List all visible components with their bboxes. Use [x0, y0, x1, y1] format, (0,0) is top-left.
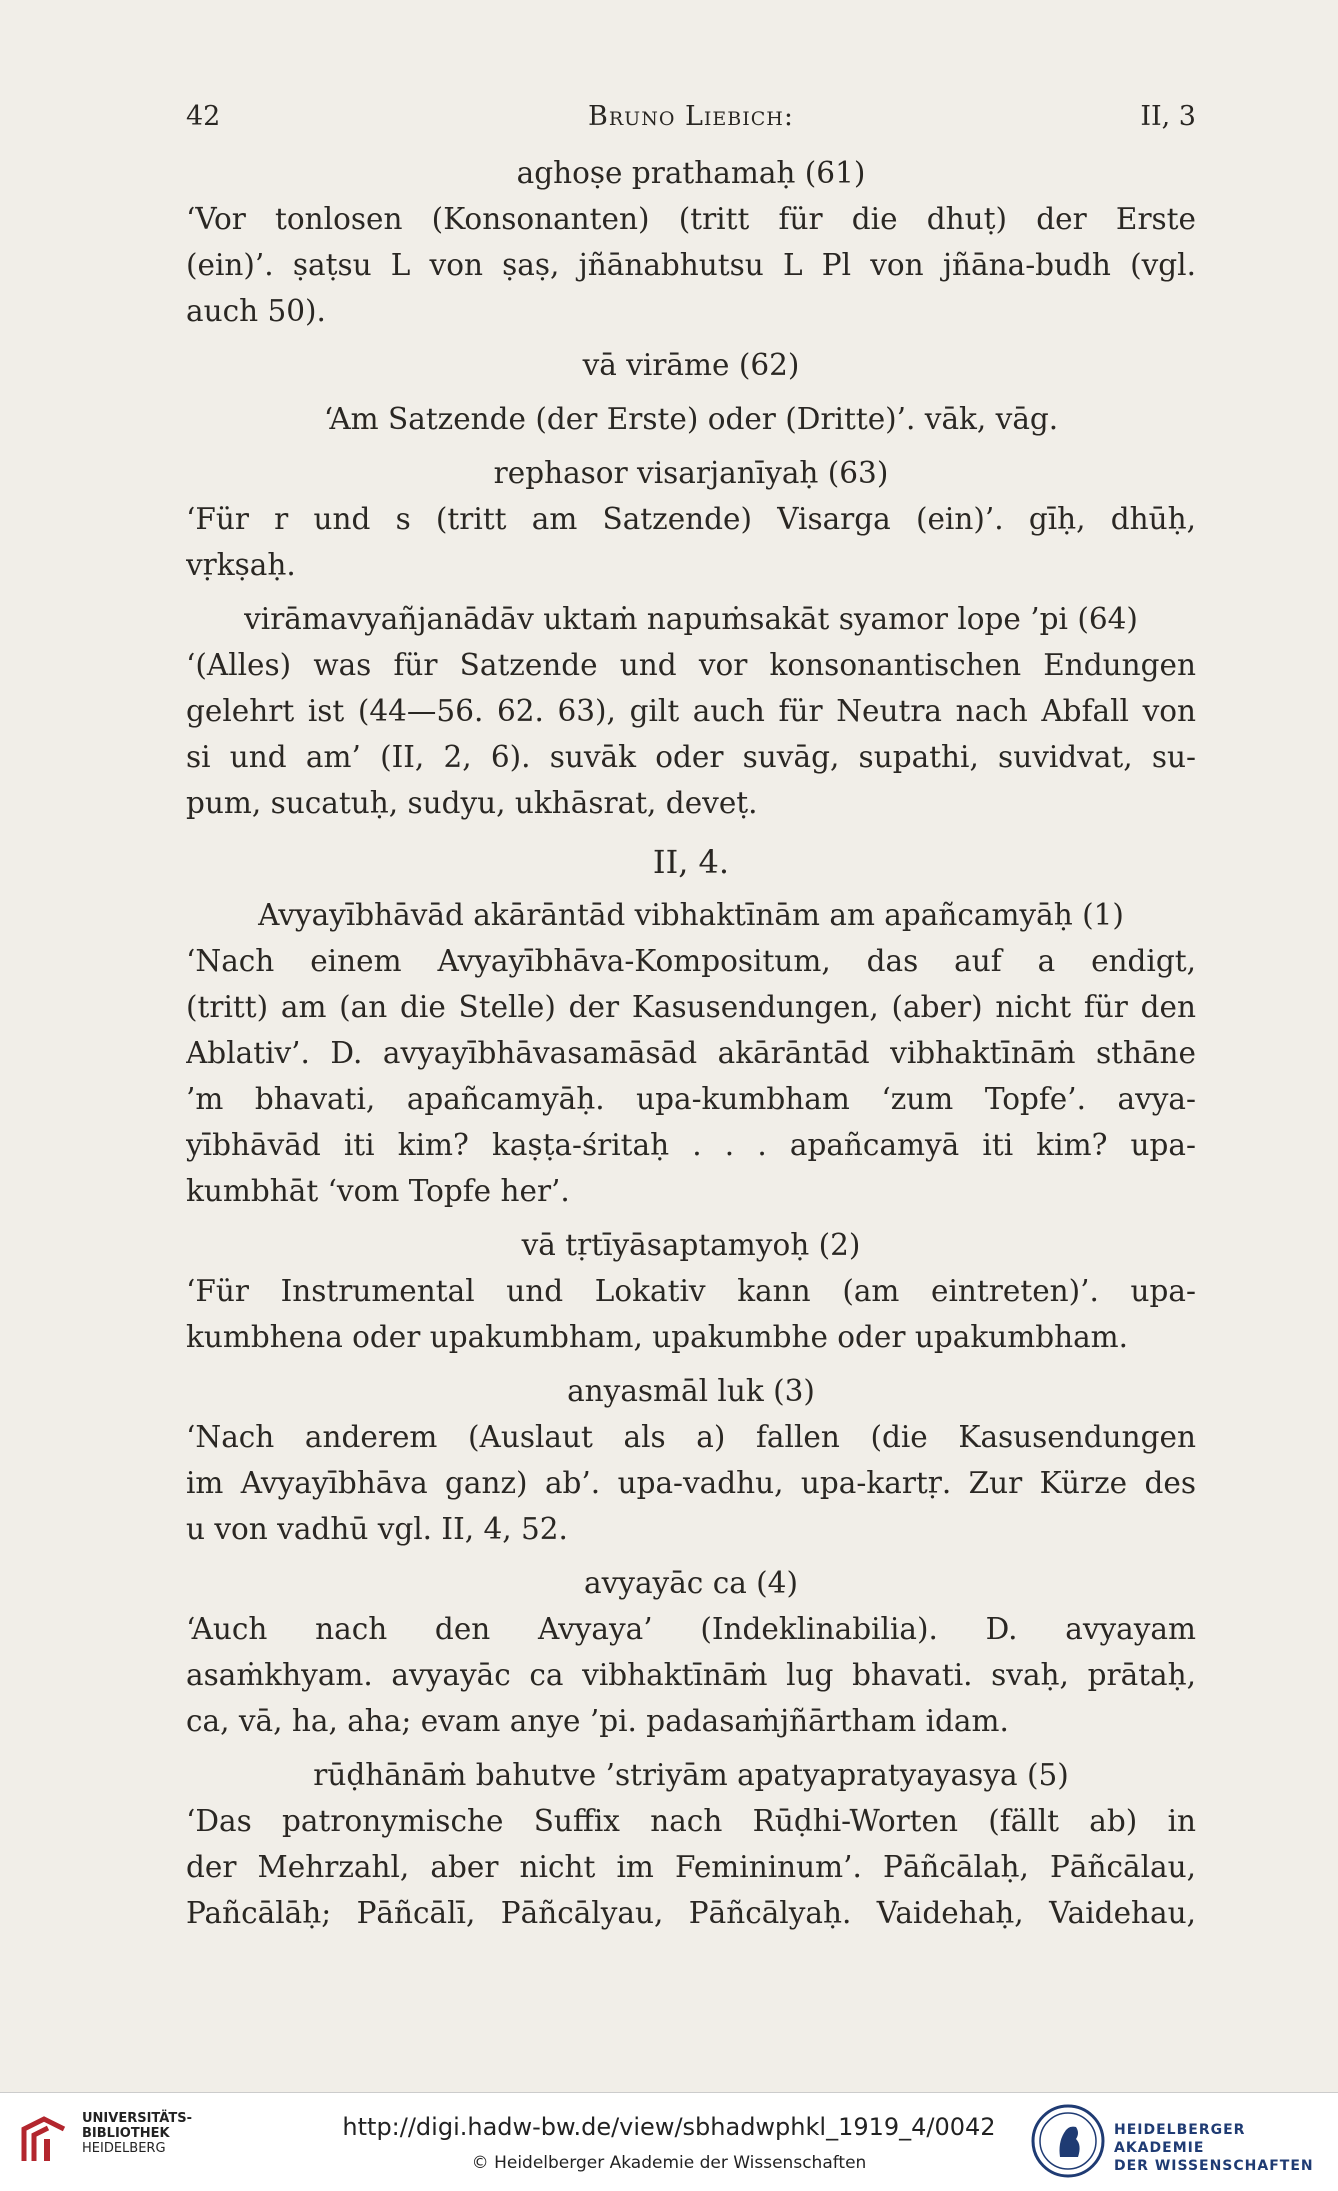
- text-line: ‘Auch nach den Avyaya’ (Indeklinabilia). D. avyayam: [186, 1612, 1196, 1646]
- section-heading: II, 4.: [652, 843, 730, 881]
- text-line: ‘(Alles) was für Satzende und vor konsonantischen Endungen: [186, 648, 1196, 682]
- text-line: ‘Das patronymische Suffix nach Rūḍhi-Worten (fällt ab) in: [186, 1804, 1196, 1838]
- text-line: ‘Vor tonlosen (Konsonanten) (tritt für die dhuṭ) der Erste: [186, 202, 1196, 236]
- academy-name-line-2: DER WISSENSCHAFTEN: [1114, 2158, 1314, 2174]
- paragraph-gap: [186, 1214, 1196, 1222]
- permalink[interactable]: http://digi.hadw-bw.de/view/sbhadwphkl_1919_4/0042: [342, 2113, 996, 2141]
- academy-name: [1114, 2121, 1338, 2175]
- text-line: kumbhāt ‘vom Topfe her’.: [186, 1174, 570, 1208]
- text-line: ‘Nach einem Avyayībhāva-Kompositum, das auf a endigt,: [186, 944, 1196, 978]
- academy-name-line-1: HEIDELBERGER AKADEMIE: [1114, 2122, 1246, 2156]
- text-line: ‘Für r und s (tritt am Satzende) Visarga (ein)’. gīḥ, dhūḥ,: [186, 502, 1196, 536]
- text-line: asaṁkhyam. avyayāc ca vibhaktīnāṁ lug bhavati. svaḥ, prātaḥ,: [186, 1658, 1196, 1692]
- rule-heading: avyayāc ca (4): [584, 1566, 798, 1600]
- paragraph-gap: [186, 388, 1196, 396]
- text-line: gelehrt ist (44—56. 62. 63), gilt auch für Neutra nach Abfall von: [186, 694, 1196, 728]
- text-line: kumbhena oder upakumbham, upakumbhe oder upakumbham.: [186, 1320, 1129, 1354]
- text-line: auch 50).: [186, 294, 326, 328]
- paragraph-gap: [186, 1552, 1196, 1560]
- text-line: yībhāvād iti kim? kaṣṭa-śritaḥ . . . apañcamyā iti kim? upa-: [186, 1128, 1196, 1162]
- running-title: Bruno Liebich:: [588, 101, 794, 132]
- page-number: 42: [186, 101, 221, 132]
- rule-heading: ‘Am Satzende (der Erste) oder (Dritte)’. vāk, vāg.: [323, 402, 1059, 436]
- section-number: II, 3: [1140, 101, 1196, 132]
- text-line: (ein)’. ṣaṭsu L von ṣaṣ, jñānabhutsu L Pl von jñāna-budh (vgl.: [186, 248, 1196, 282]
- paragraph-gap: [186, 588, 1196, 596]
- running-header: [186, 97, 1196, 137]
- text-line: (tritt) am (an die Stelle) der Kasusendungen, (aber) nicht für den: [186, 990, 1196, 1024]
- text-line: Pañcālāḥ; Pāñcālī, Pāñcālyau, Pāñcālyaḥ. Vaidehaḥ, Vaidehau,: [186, 1896, 1196, 1930]
- rule-heading: rūḍhānāṁ bahutve ’striyām apatyapratyayasya (5): [313, 1758, 1069, 1792]
- text-line: vṛkṣaḥ.: [186, 548, 296, 582]
- library-name-line-3: HEIDELBERG: [82, 2141, 166, 2156]
- academy-seal-icon: [1030, 2103, 1106, 2179]
- text-line: ca, vā, ha, aha; evam anye ’pi. padasaṁjñārtham idam.: [186, 1704, 1009, 1738]
- text-line: ‘Für Instrumental und Lokativ kann (am eintreten)’. upa-: [186, 1274, 1196, 1308]
- paragraph-gap: [186, 442, 1196, 450]
- rule-heading: rephasor visarjanīyaḥ (63): [493, 456, 889, 490]
- text-line: ‘Nach anderem (Auslaut als a) fallen (die Kasusendungen: [186, 1420, 1196, 1454]
- rule-heading: aghoṣe prathamaḥ (61): [516, 156, 866, 190]
- text-line: Ablativ’. D. avyayībhāvasamāsād akārāntād vibhaktīnāṁ sthāne: [186, 1036, 1196, 1070]
- text-line: ’m bhavati, apañcamyāḥ. upa-kumbham ‘zum Topfe’. avya-: [186, 1082, 1196, 1116]
- rule-heading: anyasmāl luk (3): [567, 1374, 815, 1408]
- body-text: [186, 150, 1196, 1936]
- rule-heading: virāmavyañjanādāv uktaṁ napuṁsakāt syamor lope ’pi (64): [244, 602, 1138, 636]
- footer-bar: [0, 2092, 1338, 2191]
- library-name-line-1: UNIVERSITÄTS-: [82, 2111, 192, 2126]
- rule-heading: vā virāme (62): [582, 348, 800, 382]
- paragraph-gap: [186, 1360, 1196, 1368]
- text-line: pum, sucatuḥ, sudyu, ukhāsrat, deveṭ.: [186, 786, 758, 820]
- rule-heading: Avyayībhāvād akārāntād vibhaktīnām am apañcamyāḥ (1): [258, 898, 1124, 932]
- text-line: der Mehrzahl, aber nicht im Femininum’. Pāñcālaḥ, Pāñcālau,: [186, 1850, 1196, 1884]
- text-line: u von vadhū vgl. II, 4, 52.: [186, 1512, 568, 1546]
- text-line: im Avyayībhāva ganz) ab’. upa-vadhu, upa-kartṛ. Zur Kürze des: [186, 1466, 1196, 1500]
- paragraph-gap: [186, 334, 1196, 342]
- text-line: si und am’ (II, 2, 6). suvāk oder suvāg, supathi, suvidvat, su-: [186, 740, 1196, 774]
- rule-heading: vā tṛtīyāsaptamyoḥ (2): [521, 1228, 861, 1262]
- paragraph-gap: [186, 1744, 1196, 1752]
- library-name-line-2: BIBLIOTHEK: [82, 2126, 170, 2141]
- copyright-notice: © Heidelberger Akademie der Wissenschaften: [471, 2153, 867, 2173]
